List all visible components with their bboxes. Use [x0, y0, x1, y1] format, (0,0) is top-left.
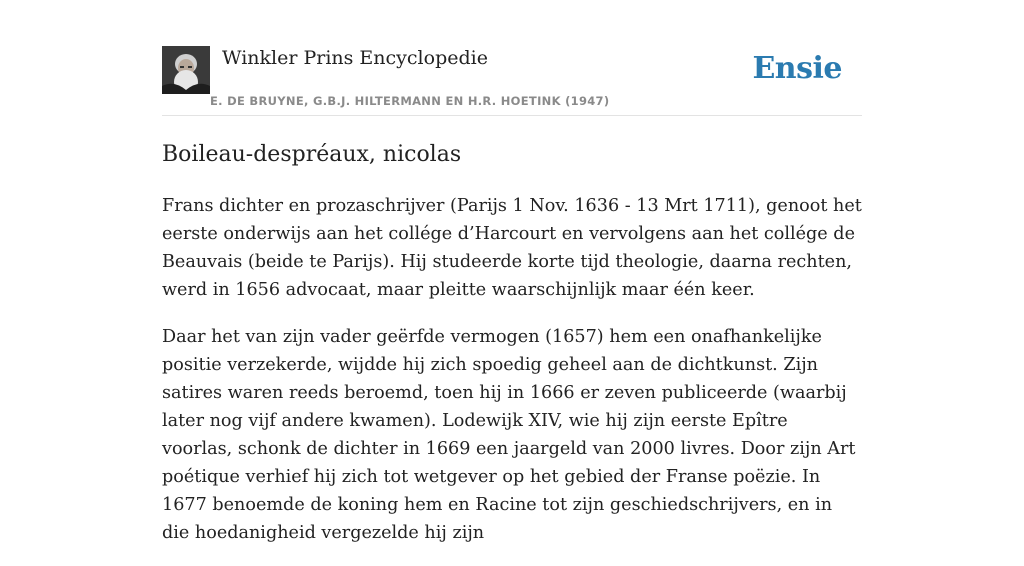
article-body — [162, 192, 862, 566]
article-title: Boileau-despréaux, nicolas — [162, 142, 462, 167]
ensie-logo[interactable]: Ensie — [752, 51, 842, 86]
header — [162, 44, 862, 116]
author-portrait-icon — [162, 46, 210, 94]
article-paragraph-1: Frans dichter en prozaschrijver (Parijs 1 Nov. 1636 - 13 Mrt 1711), genoot het eerste onderwijs aan het collége d’Harcourt en vervolgens aan het collége de Beauvais (beide te Parijs). Hij studeerde korte tijd theologie, daarna rechten, werd in 1656 advocaat, maar pleitte waarschijnlijk maar één keer. — [162, 196, 862, 300]
article-paragraph-2: Daar het van zijn vader geërfde vermogen (1657) hem een onafhankelijke positie verzekerde, wijdde hij zich spoedig geheel aan de dichtkunst. Zijn satires waren reeds beroemd, toen hij in 1666 er zeven publiceerde (waarbij later nog vijf andere kwamen). Lodewijk XIV, wie hij zijn eerste Epître voorlas, schonk de dichter in 1669 een jaargeld van 2000 livres. Door zijn Art poétique verhief hij zich tot wetgever op het gebied der Franse poëzie. In 1677 benoemde de koning hem en Racine tot zijn geschiedschrijvers, en in die hoedanigheid vergezelde hij zijn — [162, 327, 856, 543]
author-avatar[interactable] — [162, 46, 210, 94]
publication-title[interactable]: Winkler Prins Encyclopedie — [222, 47, 488, 69]
publication-authors: E. DE BRUYNE, G.B.J. HILTERMANN EN H.R. HOETINK (1947) — [210, 94, 610, 108]
